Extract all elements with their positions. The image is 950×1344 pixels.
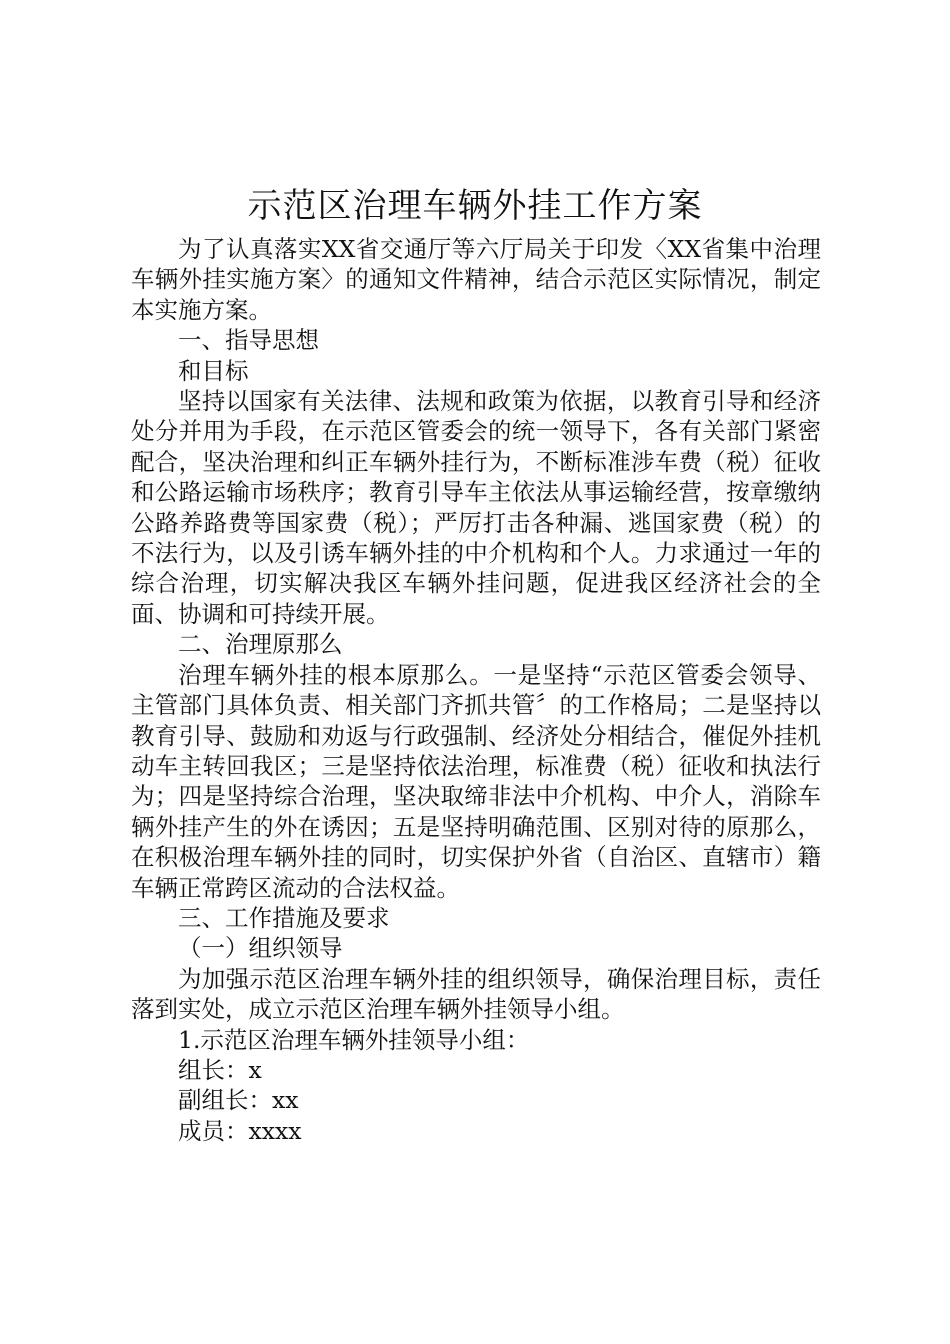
intro-paragraph: 为了认真落实XX省交通厅等六厅局关于印发〈XX省集中治理车辆外挂实施方案〉的通知文件精神，结合示范区实际情况，制定本实施方案。	[131, 235, 821, 324]
document-title: 示范区治理车辆外挂工作方案	[247, 186, 703, 226]
document-body	[131, 234, 821, 1146]
list-item-group-leader: 组长：x	[178, 1055, 262, 1084]
section-heading-guiding-thought: 一、指导思想	[178, 326, 319, 355]
list-item-deputy-leader: 副组长：xx	[178, 1086, 299, 1115]
organization-paragraph: 为加强示范区治理车辆外挂的组织领导，确保治理目标，责任落到实处，成立示范区治理车辆外挂领导小组。	[131, 964, 821, 1024]
list-item-leading-group: 1.示范区治理车辆外挂领导小组：	[178, 1025, 530, 1054]
section-heading-principles: 二、治理原那么	[178, 630, 343, 659]
section-heading-goals: 和目标	[178, 356, 249, 385]
section-heading-measures: 三、工作措施及要求	[178, 903, 390, 932]
subsection-heading-organization: （一）组织领导	[178, 934, 343, 963]
principles-paragraph: 治理车辆外挂的根本原那么。一是坚持“示范区管委会领导、主管部门具体负责、相关部门齐抓共管〞的工作格局；二是坚持以教育引导、鼓励和劝返与行政强制、经济处分相结合，催促外挂机动车主转回我区；三是坚持依法治理，标准费（税）征收和执法行为；四是坚持综合治理，坚决取缔非法中介机构、中介人，消除车辆外挂产生的外在诱因；五是坚持明确范围、区别对待的原那么，在积极治理车辆外挂的同时，切实保护外省（自治区、直辖市）籍车辆正常跨区流动的合法权益。	[131, 660, 821, 902]
list-item-members: 成员：xxxx	[178, 1116, 302, 1145]
guiding-thought-paragraph: 坚持以国家有关法律、法规和政策为依据，以教育引导和经济处分并用为手段，在示范区管委会的统一领导下，各有关部门紧密配合，坚决治理和纠正车辆外挂行为，不断标准涉车费（税）征收和公路运输市场秩序；教育引导车主依法从事运输经营，按章缴纳公路养路费等国家费（税）；严厉打击各种漏、逃国家费（税）的不法行为，以及引诱车辆外挂的中介机构和个人。力求通过一年的综合治理，切实解决我区车辆外挂问题，促进我区经济社会的全面、协调和可持续开展。	[131, 387, 821, 628]
